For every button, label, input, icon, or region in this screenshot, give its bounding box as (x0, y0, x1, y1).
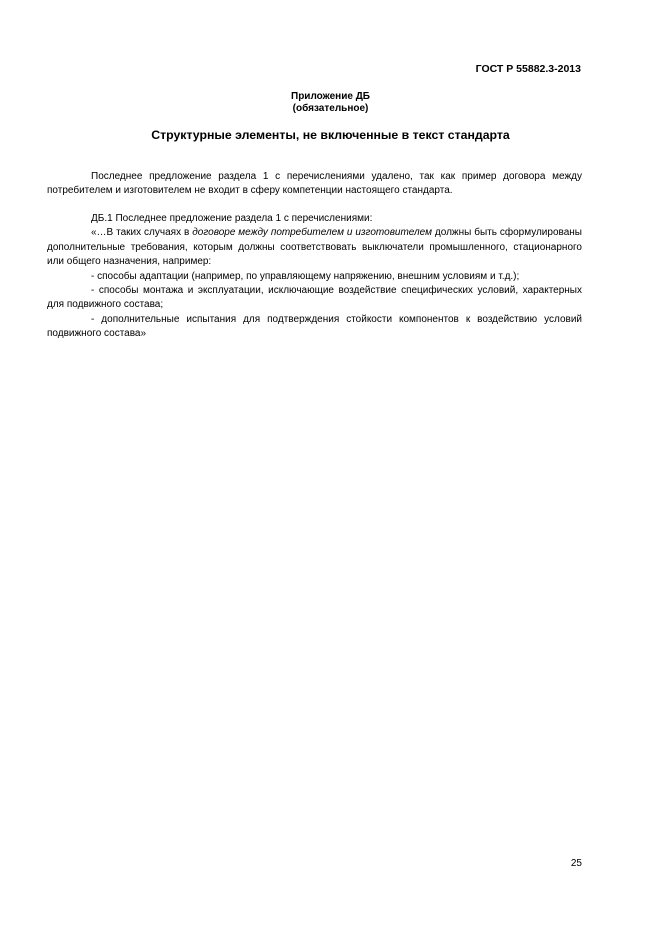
paragraph-1 (47, 170, 582, 199)
appendix-heading (0, 91, 661, 115)
section-title: Структурные элементы, не включенные в текст стандарта (151, 128, 510, 142)
list-item: - дополнительные испытания для подтверждения стойкости компонентов к воздействию условий подвижного состава» (47, 313, 582, 340)
list-item: - способы адаптации (например, по управляющему напряжению, внешним условиям и т.д.); (91, 270, 520, 282)
paragraph-1-text: Последнее предложение раздела 1 с перечислениями удалено, так как пример договора между потребителем и изготовителем не входит в сферу компетенции настоящего стандарта. (47, 171, 582, 197)
paragraph-2-quote (47, 226, 582, 269)
page-number: 25 (570, 858, 582, 869)
quote-start: «…В таких случаях в (91, 227, 193, 239)
appendix-status: (обязательное) (292, 103, 369, 114)
paragraph-2-intro: ДБ.1 Последнее предложение раздела 1 с перечислениями: (91, 213, 373, 224)
quote-italic: договоре между потребителем и изготовителем (192, 227, 432, 239)
quote-end: должны быть сформулированы дополнительные требования, которым должны соответствовать выключатели промышленного, стационарного или общего назначения, например: (47, 227, 582, 268)
paragraph-2 (47, 212, 582, 342)
appendix-title: Приложение ДБ (291, 91, 370, 102)
document-code: ГОСТ Р 55882.3-2013 (475, 63, 581, 75)
list-item: - способы монтажа и эксплуатации, исключающие воздействие специфических условий, характерных для подвижного состава; (47, 285, 582, 311)
